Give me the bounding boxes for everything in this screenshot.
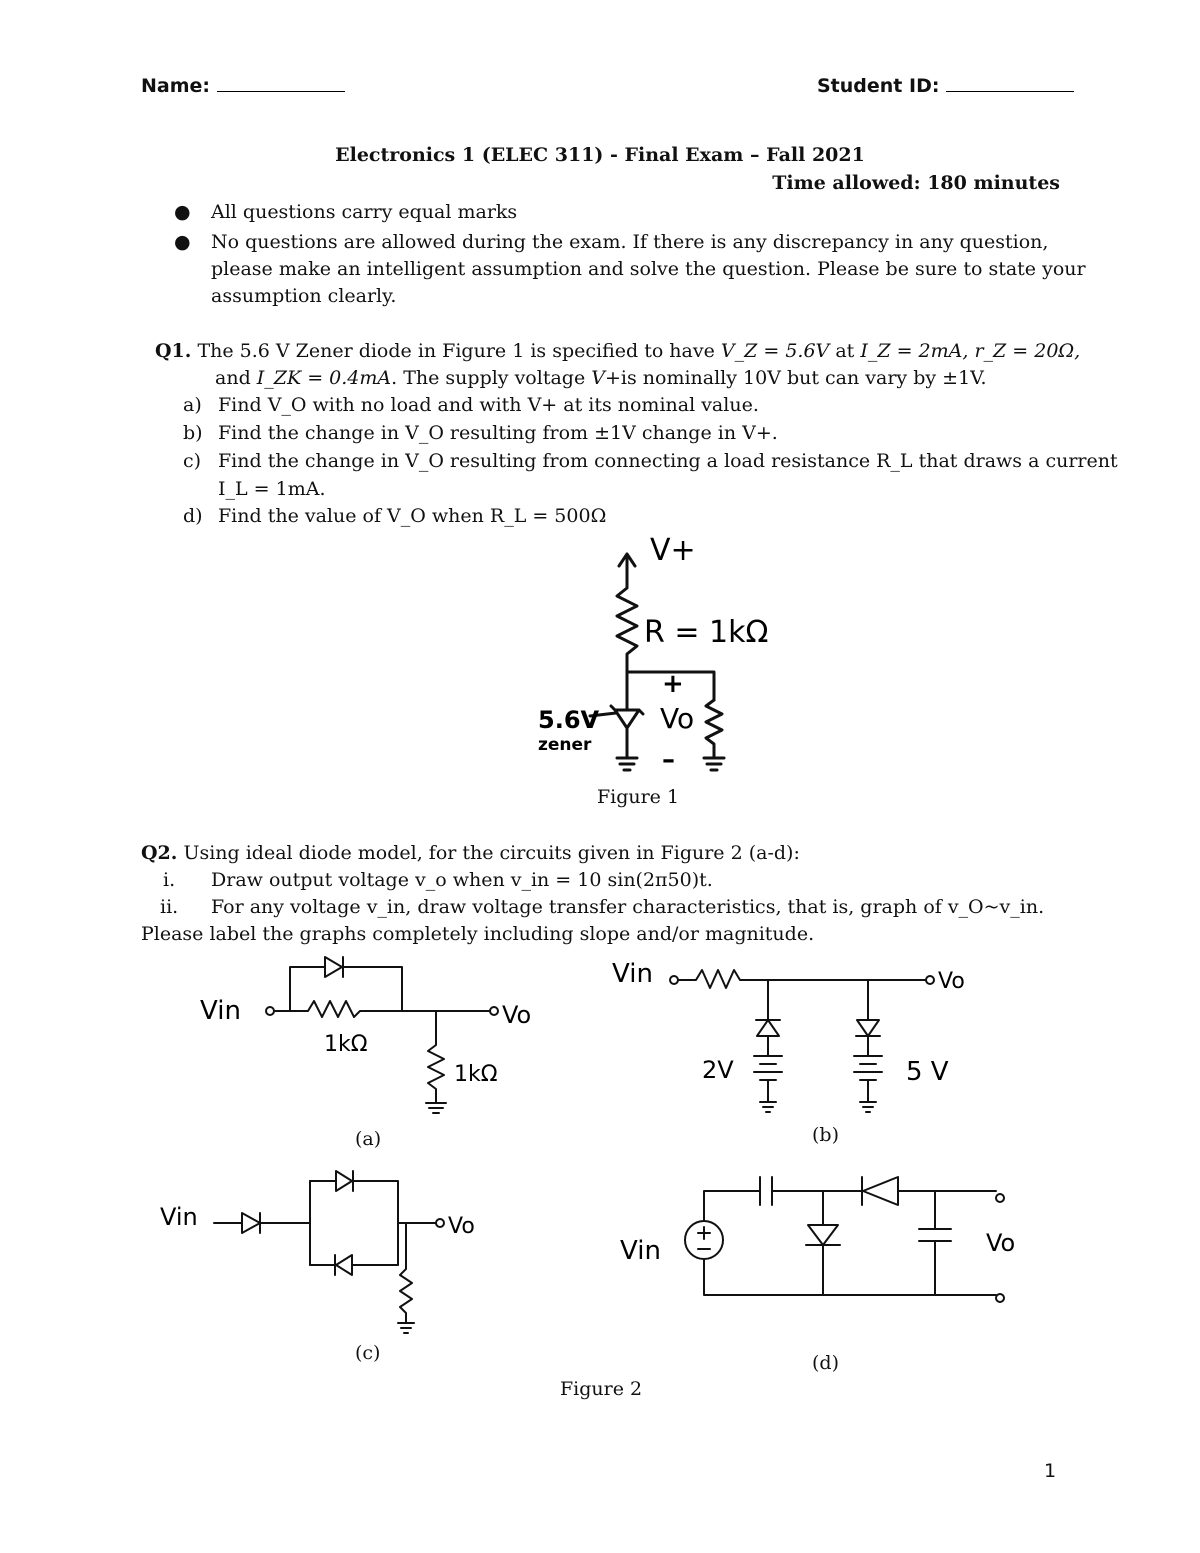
fig2c-vo: Vo xyxy=(448,1214,475,1239)
fig2a-r1: 1kΩ xyxy=(324,1032,368,1057)
supply-arrow-icon xyxy=(619,554,635,578)
instruction-2-cont: please make an intelligent assumption and solve the question. Please be sure to state your xyxy=(211,258,1086,280)
figure-2b-caption: (b) xyxy=(812,1124,839,1146)
battery-icon xyxy=(754,1056,782,1080)
q1-izk: I_ZK = 0.4mA xyxy=(256,367,392,389)
name-label: Name: xyxy=(141,75,211,97)
fig1-vo: Vo xyxy=(660,702,695,735)
fig1-plus: + xyxy=(662,669,684,699)
q1-text2: . The supply voltage xyxy=(391,367,586,389)
instruction-1: All questions carry equal marks xyxy=(211,201,518,223)
q1-part-c: Find the change in V_O resulting from connecting a load resistance R_L that draws a current xyxy=(218,450,1118,472)
capacitor-icon xyxy=(760,1177,772,1205)
q1-text3: is nominally 10V but can vary by ±1V. xyxy=(620,367,987,389)
figure-2d-circuit xyxy=(610,1165,1030,1315)
fig2d-vo: Vo xyxy=(986,1229,1016,1257)
ground-icon xyxy=(860,1102,876,1112)
resistor-icon xyxy=(400,1223,412,1323)
resistor-r-icon xyxy=(617,578,637,672)
q1-vz: V_Z = 5.6V xyxy=(720,340,830,362)
instruction-2-end: assumption clearly. xyxy=(211,285,397,307)
fig2b-v1: 2V xyxy=(702,1056,734,1084)
fig2b-v2: 5 V xyxy=(906,1057,949,1087)
diode-icon xyxy=(863,1177,898,1205)
fig1-vplus: V+ xyxy=(650,533,696,568)
q1-part-a-letter: a) xyxy=(183,394,202,416)
resistor-icon xyxy=(290,1001,402,1017)
ground-icon xyxy=(704,758,724,770)
ground-icon xyxy=(760,1102,776,1112)
figure-1-caption: Figure 1 xyxy=(596,786,680,808)
q1-part-c-cont: I_L = 1mA. xyxy=(218,478,326,500)
zener-diode-icon xyxy=(615,710,639,728)
q2-intro-line xyxy=(141,840,800,867)
battery-icon xyxy=(854,1056,882,1080)
q2-item-i: Draw output voltage v_o when v_in = 10 sin(2π50)t. xyxy=(211,869,713,891)
figure-2a-circuit xyxy=(190,945,550,1125)
q1-line2 xyxy=(215,365,987,392)
exam-title: Electronics 1 (ELEC 311) - Final Exam – Fall 2021 xyxy=(335,144,865,166)
q1-text: The 5.6 V Zener diode in Figure 1 is specified to have xyxy=(197,340,715,362)
instruction-bullet: ● xyxy=(174,201,191,223)
time-allowed: Time allowed: 180 minutes xyxy=(772,172,1060,194)
student-id-blank xyxy=(946,73,1074,92)
q1-at: at xyxy=(835,340,855,362)
figure-1-circuit xyxy=(520,530,780,780)
q2-item-ii-num: ii. xyxy=(160,896,179,918)
figure-2a-caption: (a) xyxy=(355,1128,382,1150)
q2-closing: Please label the graphs completely including slope and/or magnitude. xyxy=(141,923,815,945)
diode-icon xyxy=(336,1171,352,1191)
q1-line1 xyxy=(155,338,1080,365)
fig2a-vin: Vin xyxy=(200,996,241,1026)
instruction-2: No questions are allowed during the exam. If there is any discrepancy in any question, xyxy=(211,231,1049,253)
resistor-icon xyxy=(678,970,926,988)
q1-part-d-letter: d) xyxy=(183,505,203,527)
q2-intro: Using ideal diode model, for the circuits given in Figure 2 (a-d): xyxy=(183,842,800,864)
q1-part-a: Find V_O with no load and with V+ at its nominal value. xyxy=(218,394,759,416)
fig1-zener-voltage: 5.6V xyxy=(538,706,600,734)
q1-part-d: Find the value of V_O when R_L = 500Ω xyxy=(218,505,607,527)
fig2a-vo: Vo xyxy=(502,1001,532,1029)
student-id-label: Student ID: xyxy=(817,75,940,97)
fig2c-vin: Vin xyxy=(160,1203,198,1231)
figure-2b-circuit xyxy=(610,950,990,1120)
name-blank xyxy=(217,73,345,92)
page-number: 1 xyxy=(1044,1460,1057,1482)
ground-icon xyxy=(426,1103,446,1113)
fig1-r-label: R = 1kΩ xyxy=(644,615,769,650)
q1-and: and xyxy=(215,367,251,389)
diode-icon xyxy=(242,1213,260,1233)
figure-2c-circuit xyxy=(150,1155,510,1345)
load-resistor-icon xyxy=(706,700,722,758)
q1-part-c-letter: c) xyxy=(183,450,202,472)
q2-item-i-num: i. xyxy=(163,869,176,891)
fig2b-vo: Vo xyxy=(938,969,965,994)
diode-icon xyxy=(857,1020,879,1036)
diode-icon xyxy=(757,1020,779,1036)
q1-part-b: Find the change in V_O resulting from ±1V change in V+. xyxy=(218,422,778,444)
resistor-icon xyxy=(428,1011,444,1103)
fig2a-r2: 1kΩ xyxy=(454,1062,498,1087)
ground-icon xyxy=(398,1323,414,1333)
figure-2c-caption: (c) xyxy=(355,1342,381,1364)
diode-icon xyxy=(336,1255,352,1275)
figure-2d-caption: (d) xyxy=(812,1352,839,1374)
q1-part-b-letter: b) xyxy=(183,422,203,444)
name-field xyxy=(141,73,345,97)
q1-iz: I_Z = 2mA, xyxy=(860,340,969,362)
fig2d-vin: Vin xyxy=(620,1236,661,1266)
capacitor-icon xyxy=(919,1229,951,1241)
q2-item-ii: For any voltage v_in, draw voltage transfer characteristics, that is, graph of v_O~v_in. xyxy=(211,896,1045,918)
q1-rz: r_Z = 20Ω, xyxy=(974,340,1081,362)
student-id-field xyxy=(817,73,1074,97)
fig2b-vin: Vin xyxy=(612,959,653,989)
diode-icon xyxy=(325,957,342,977)
ground-icon xyxy=(617,758,637,770)
diode-icon xyxy=(808,1225,838,1245)
fig1-minus: – xyxy=(662,745,675,775)
q2-label: Q2. xyxy=(141,842,178,864)
figure-2-caption: Figure 2 xyxy=(560,1378,643,1400)
q1-label: Q1. xyxy=(155,340,192,362)
fig1-zener-word: zener xyxy=(538,735,592,755)
instruction-bullet: ● xyxy=(174,231,191,253)
q1-vplus: V+ xyxy=(591,367,621,389)
